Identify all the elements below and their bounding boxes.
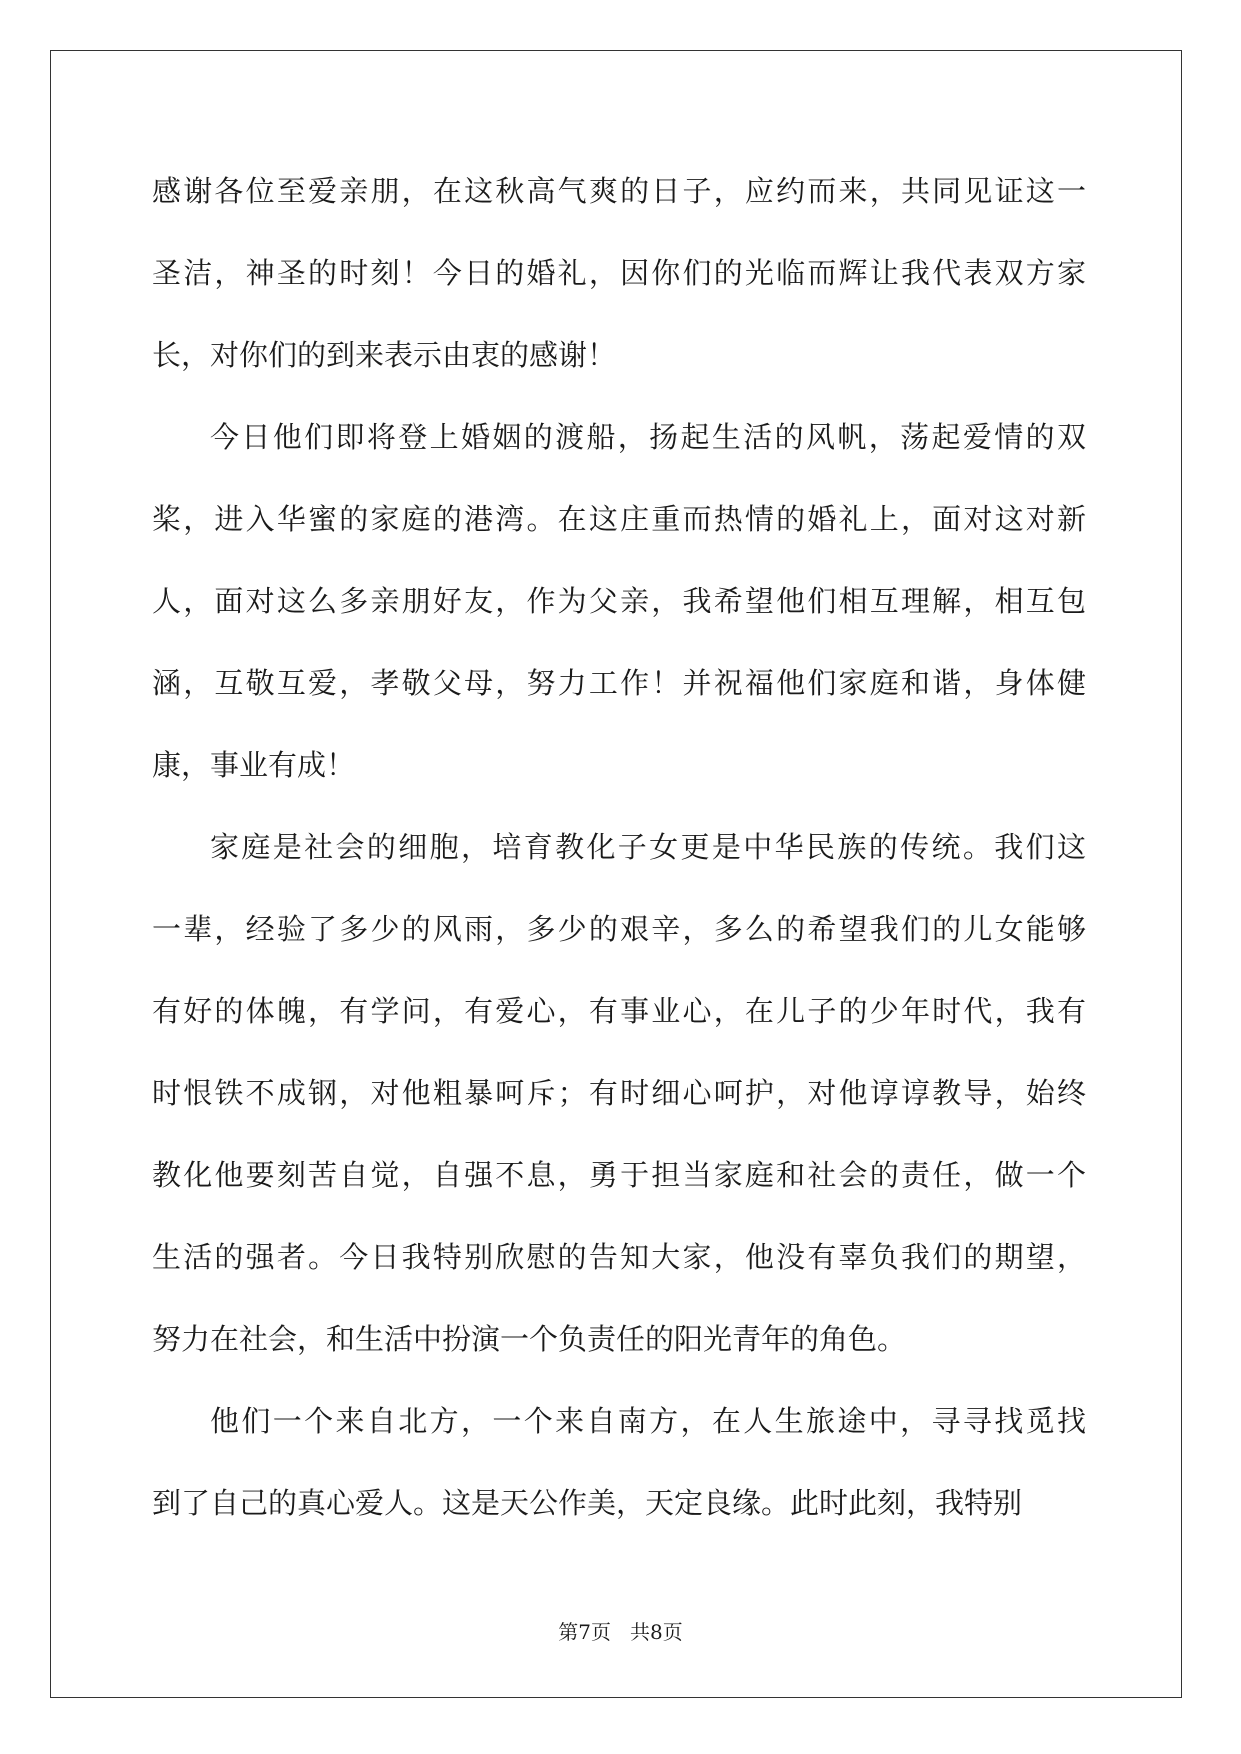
text-line: 教化他要刻苦自觉，自强不息，勇于担当家庭和社会的责任，做一个 bbox=[152, 1158, 1086, 1192]
paragraph bbox=[152, 396, 1086, 806]
text-line: 涵，互敬互爱，孝敬父母，努力工作！并祝福他们家庭和谐，身体健 bbox=[152, 666, 1086, 700]
paragraph bbox=[152, 806, 1086, 1380]
text-line: 到了自己的真心爱人。这是天公作美，天定良缘。此时此刻，我特别 bbox=[152, 1486, 1023, 1520]
text-line: 有好的体魄，有学问，有爱心，有事业心，在儿子的少年时代，我有 bbox=[152, 994, 1086, 1028]
paragraph bbox=[152, 150, 1086, 396]
text-line: 家庭是社会的细胞，培育教化子女更是中华民族的传统。我们这 bbox=[210, 830, 1086, 864]
total-pages-label: 共8页 bbox=[630, 1620, 683, 1644]
text-line: 一辈，经验了多少的风雨，多少的艰辛，多么的希望我们的儿女能够 bbox=[152, 912, 1086, 946]
text-line: 他们一个来自北方，一个来自南方，在人生旅途中，寻寻找觅找 bbox=[210, 1404, 1086, 1438]
page-footer bbox=[0, 1618, 1241, 1646]
text-line: 长，对你们的到来表示由衷的感谢！ bbox=[152, 338, 617, 372]
text-line: 生活的强者。今日我特别欣慰的告知大家，他没有辜负我们的期望， bbox=[152, 1240, 1086, 1274]
current-page-label: 第7页 bbox=[558, 1620, 611, 1644]
document-body bbox=[152, 150, 1086, 1544]
text-line: 康，事业有成！ bbox=[152, 748, 356, 782]
text-line: 今日他们即将登上婚姻的渡船，扬起生活的风帆，荡起爱情的双 bbox=[210, 420, 1086, 454]
footer-spacer bbox=[611, 1620, 630, 1644]
text-line: 时恨铁不成钢，对他粗暴呵斥；有时细心呵护，对他谆谆教导，始终 bbox=[152, 1076, 1086, 1110]
text-line: 圣洁，神圣的时刻！今日的婚礼，因你们的光临而辉让我代表双方家 bbox=[152, 256, 1086, 290]
text-line: 感谢各位至爱亲朋，在这秋高气爽的日子，应约而来，共同见证这一 bbox=[152, 174, 1086, 208]
text-line: 人，面对这么多亲朋好友，作为父亲，我希望他们相互理解，相互包 bbox=[152, 584, 1086, 618]
text-line: 桨，进入华蜜的家庭的港湾。在这庄重而热情的婚礼上，面对这对新 bbox=[152, 502, 1086, 536]
text-line: 努力在社会，和生活中扮演一个负责任的阳光青年的角色。 bbox=[152, 1322, 907, 1356]
paragraph bbox=[152, 1380, 1086, 1544]
